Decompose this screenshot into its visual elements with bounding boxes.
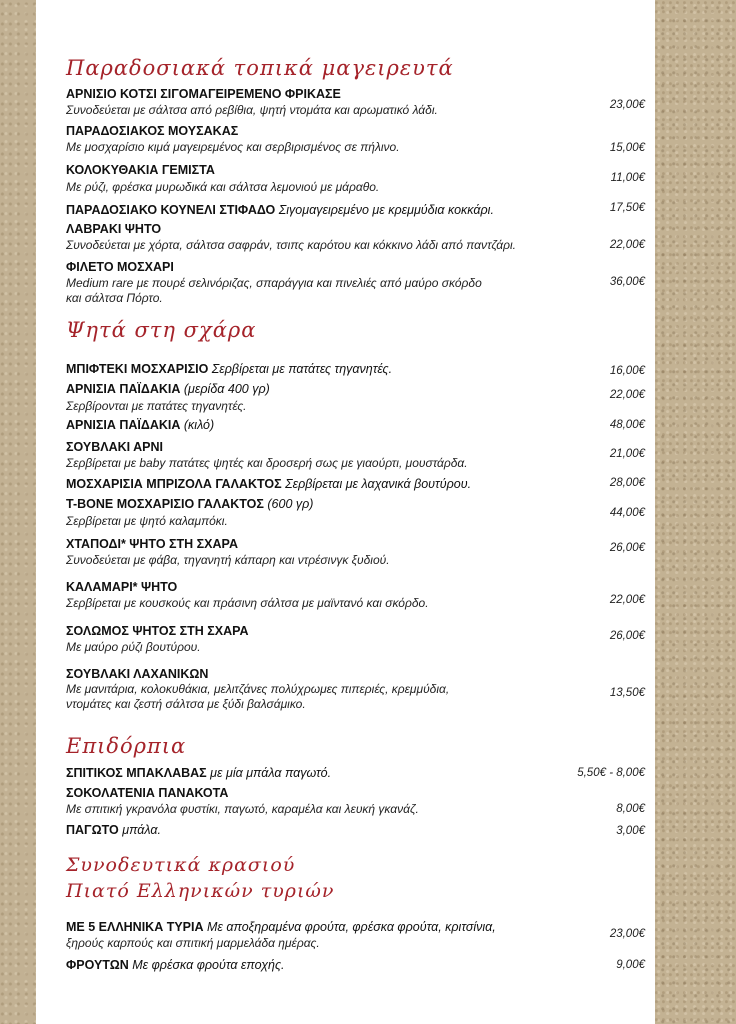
menu-item-description-cont: ντομάτες και ζεστή σάλτσα με ξύδι βαλσάμικο. <box>66 697 306 711</box>
menu-item-price: 48,00€ <box>609 419 645 431</box>
menu-item <box>66 203 494 217</box>
menu-item-name: ΣΟΛΩΜΟΣ ΨΗΤΟΣ ΣΤΗ ΣΧΑΡΑ <box>66 624 249 638</box>
menu-item <box>66 958 285 972</box>
menu-item-name: T-BONE ΜΟΣΧΑΡΙΣΙΟ ΓΑΛΑΚΤΟΣ <box>66 497 264 511</box>
menu-item-price: 22,00€ <box>609 389 645 401</box>
menu-item <box>66 418 214 432</box>
section-heading-traditional: Παραδοσιακά τοπικά μαγειρευτά <box>66 56 454 80</box>
menu-item-portion: (600 γρ) <box>267 497 314 511</box>
menu-item-description: Σιγομαγειρεμένο με κρεμμύδια κοκκάρι. <box>278 203 494 217</box>
section-heading-cheese-platter: Πιατό Ελληνικών τυριών <box>66 880 335 902</box>
menu-item-description: Σερβίρεται με πατάτες τηγανητές. <box>211 362 393 376</box>
menu-item-description: Σερβίρεται με ψητό καλαμπόκι. <box>66 514 228 528</box>
menu-item-description: Με σπιτική γκρανόλα φυστίκι, παγωτό, καραμέλα και λευκή γκανάζ. <box>66 802 419 816</box>
menu-item-price: 22,00€ <box>609 239 645 251</box>
menu-item-name: ΑΡΝΙΣΙΟ ΚΟΤΣΙ ΣΙΓΟΜΑΓΕΙΡΕΜΕΝΟ ΦΡΙΚΑΣΕ <box>66 87 341 101</box>
menu-item-name: ΣΟΚΟΛΑΤΕΝΙΑ ΠΑΝΑΚΟΤΑ <box>66 786 229 800</box>
menu-item <box>66 382 270 396</box>
menu-item-price: 3,00€ <box>616 825 645 837</box>
menu-item-price: 23,00€ <box>609 99 645 111</box>
menu-item-description: Συνοδεύεται με χόρτα, σάλτσα σαφράν, τσιπς καρότου και κόκκινο λάδι από παντζάρι. <box>66 238 517 252</box>
menu-item-price: 28,00€ <box>609 477 645 489</box>
menu-item-description: Σερβίρονται με πατάτες τηγανητές. <box>66 399 247 413</box>
menu-item-name: ΚΟΛΟΚΥΘΑΚΙΑ ΓΕΜΙΣΤΑ <box>66 163 215 177</box>
menu-item-description-cont: και σάλτσα Πόρτο. <box>66 291 163 305</box>
menu-item-description: Με φρέσκα φρούτα εποχής. <box>132 958 285 972</box>
menu-item-price: 13,50€ <box>609 687 645 699</box>
menu-item-price: 15,00€ <box>609 142 645 154</box>
menu-item <box>66 497 313 511</box>
menu-item-description: Με μαύρο ρύζι βουτύρου. <box>66 640 201 654</box>
menu-item-price: 26,00€ <box>609 630 645 642</box>
menu-item-price: 23,00€ <box>609 928 645 940</box>
kraft-border-left <box>0 0 36 1024</box>
menu-item-price: 26,00€ <box>609 542 645 554</box>
menu-item-description: Συνοδεύεται με φάβα, τηγανητή κάπαρη και ντρέσινγκ ξυδιού. <box>66 553 390 567</box>
menu-item-price: 11,00€ <box>610 172 645 184</box>
menu-item-name: ΚΑΛΑΜΑΡΙ* ΨΗΤΟ <box>66 580 178 594</box>
menu-item <box>66 362 392 376</box>
menu-item-price: 44,00€ <box>609 507 645 519</box>
menu-item <box>66 766 331 780</box>
menu-item-description: Με μοσχαρίσιο κιμά μαγειρεμένος και σερβιρισμένος σε πήλινο. <box>66 140 400 154</box>
menu-item-name: ΠΑΡΑΔΟΣΙΑΚΟ ΚΟΥΝΕΛΙ ΣΤΙΦΑΔΟ <box>66 203 276 217</box>
menu-item-name: ΑΡΝΙΣΙΑ ΠΑΪΔΑΚΙΑ <box>66 382 181 396</box>
menu-item-portion: (μερίδα 400 γρ) <box>183 382 270 396</box>
kraft-border-right <box>655 0 736 1024</box>
menu-item-name: ΣΠΙΤΙΚΟΣ ΜΠΑΚΛΑΒΑΣ <box>66 766 207 780</box>
menu-item-description: Σερβίρεται με baby πατάτες ψητές και δροσερή σως με γιαούρτι, μουστάρδα. <box>66 456 468 470</box>
section-heading-grill: Ψητά στη σχάρα <box>66 318 257 342</box>
menu-item-price: 9,00€ <box>616 959 645 971</box>
section-heading-wine-pairing: Συνοδευτικά κρασιού <box>66 854 296 876</box>
menu-item <box>66 477 471 491</box>
menu-item-price: 16,00€ <box>609 365 645 377</box>
menu-item-price: 22,00€ <box>609 594 645 606</box>
menu-item <box>66 920 496 934</box>
menu-item-name: ΑΡΝΙΣΙΑ ΠΑΪΔΑΚΙΑ <box>66 418 181 432</box>
menu-item-description: Με ρύζι, φρέσκα μυρωδικά και σάλτσα λεμονιού με μάραθο. <box>66 180 380 194</box>
menu-item-name: ΠΑΡΑΔΟΣΙΑΚΟΣ ΜΟΥΣΑΚΑΣ <box>66 124 239 138</box>
menu-item-name: ΜΕ 5 ΕΛΛΗΝΙΚΑ ΤΥΡΙΑ <box>66 920 204 934</box>
menu-item-name: ΛΑΒΡΑΚΙ ΨΗΤΟ <box>66 222 162 236</box>
menu-item-name: ΦΙΛΕΤΟ ΜΟΣΧΑΡΙ <box>66 260 174 274</box>
menu-item-name: ΧΤΑΠΟΔΙ* ΨΗΤΟ ΣΤΗ ΣΧΑΡΑ <box>66 537 238 551</box>
menu-item-description: Συνοδεύεται με σάλτσα από ρεβίθια, ψητή ντομάτα και αρωματικό λάδι. <box>66 103 438 117</box>
menu-item-name: ΣΟΥΒΛΑΚΙ ΛΑΧΑΝΙΚΩΝ <box>66 667 209 681</box>
menu-item-description: Με αποξηραμένα φρούτα, φρέσκα φρούτα, κριτσίνια, <box>207 920 496 934</box>
menu-item-price: 36,00€ <box>609 276 645 288</box>
menu-item-price: 8,00€ <box>616 803 645 815</box>
menu-item-name: ΜΠΙΦΤΕΚΙ ΜΟΣΧΑΡΙΣΙΟ <box>66 362 209 376</box>
menu-item-price: 5,50€ - 8,00€ <box>577 767 645 779</box>
menu-item-price: 21,00€ <box>609 448 645 460</box>
menu-item-description: Σερβίρεται με λαχανικά βουτύρου. <box>285 477 472 491</box>
menu-item-description: Σερβίρεται με κουσκούς και πράσινη σάλτσα με μαϊντανό και σκόρδο. <box>66 596 429 610</box>
menu-item-name: ΜΟΣΧΑΡΙΣΙΑ ΜΠΡΙΖΟΛΑ ΓΑΛΑΚΤΟΣ <box>66 477 282 491</box>
menu-item-name: ΣΟΥΒΛΑΚΙ ΑΡΝΙ <box>66 440 163 454</box>
menu-item <box>66 823 161 837</box>
menu-item-portion: (κιλό) <box>183 418 215 432</box>
menu-item-name: ΦΡΟΥΤΩΝ <box>66 958 129 972</box>
menu-item-description: Με μανιτάρια, κολοκυθάκια, μελιτζάνες πολύχρωμες πιπεριές, κρεμμύδια, <box>66 682 450 696</box>
menu-item-description: Medium rare με πουρέ σελινόριζας, σπαράγγια και πινελιές από μαύρο σκόρδο <box>66 276 482 290</box>
menu-item-description: μπάλα. <box>122 823 161 837</box>
menu-item-description: με μία μπάλα παγωτό. <box>210 766 332 780</box>
menu-item-description-cont: ξηρούς καρπούς και σπιτική μαρμελάδα ημέρας. <box>66 936 320 950</box>
menu-item-price: 17,50€ <box>609 202 645 214</box>
menu-item-name: ΠΑΓΩΤΟ <box>66 823 119 837</box>
section-heading-desserts: Επιδόρπια <box>66 734 187 758</box>
